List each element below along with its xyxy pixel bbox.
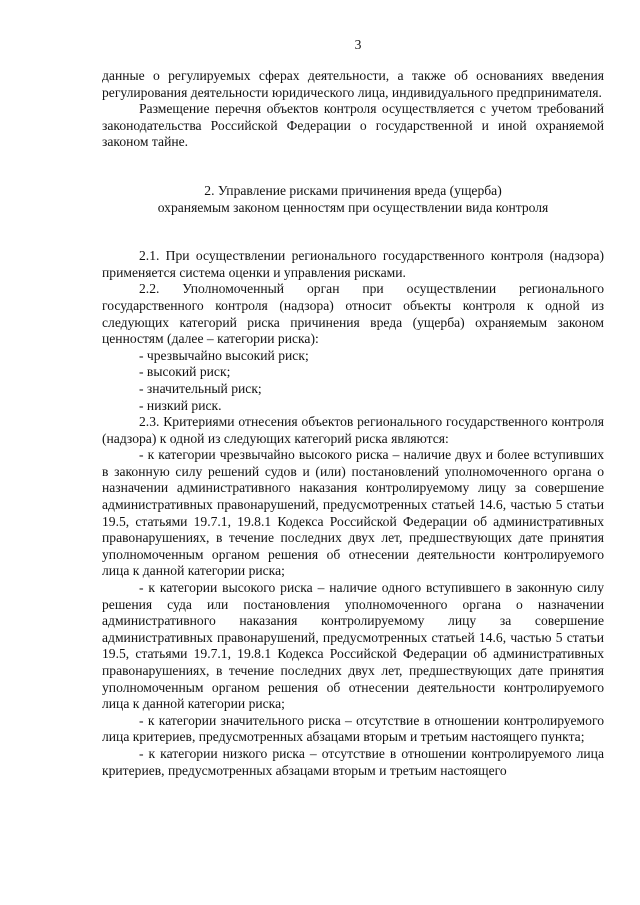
intro-paragraph-2: Размещение перечня объектов контроля осуществляется с учетом требований законодательства Российской Федерации о государственной и иной охраняемой законом тайне.	[102, 101, 604, 150]
criterion-low: - к категории низкого риска – отсутствие в отношении контролируемого лица критериев, предусмотренных абзацами вторым и третьим настоящего	[102, 745, 604, 778]
risk-category-item: - высокий риск;	[139, 364, 231, 380]
intro-paragraph-1: данные о регулируемых сферах деятельности, а также об основаниях введения регулирования деятельности юридического лица, индивидуального предпринимателя.	[102, 68, 604, 100]
criterion-extremely-high: - к категории чрезвычайно высокого риска – наличие двух и более вступивших в законную силу решений судов и (или) постановлений уполномоченного органа о назначении административного наказания контролируемому лицу за совершение административных правонарушений, предусмотренных статьей 14.6, частью 5 статьи 19.5, статьями 19.7.1, 19.8.1 Кодекса Российской Федерации об административных правонарушениях, в течение последних двух лет, предшествующих дате принятия уполномоченным органом решения об отнесении деятельности контролируемого лица к данной категории риска;	[102, 447, 604, 579]
section-heading-line-1: 2. Управление рисками причинения вреда (ущерба)	[204, 182, 502, 198]
criterion-high: - к категории высокого риска – наличие одного вступившего в законную силу решения суда или постановления уполномоченного органа о назначении административного наказания контролируемому лицу за совершение административных правонарушений, предусмотренных статьей 14.6, частью 5 статьи 19.5, статьями 19.7.1, 19.8.1 Кодекса Российской Федерации об административных правонарушениях, в течение последних двух лет, предшествующих дате принятия уполномоченным органом решения об отнесении деятельности контролируемого лица к данной категории риска;	[102, 580, 604, 712]
paragraph-2-1: 2.1. При осуществлении регионального государственного контроля (надзора) применяется система оценки и управления рисками.	[102, 248, 604, 280]
paragraph-2-3: 2.3. Критериями отнесения объектов регионального государственного контроля (надзора) к одной из следующих категорий риска являются:	[102, 414, 604, 446]
risk-category-item: - низкий риск.	[139, 397, 222, 413]
risk-category-item: - чрезвычайно высокий риск;	[139, 347, 309, 363]
risk-category-item: - значительный риск;	[139, 380, 262, 396]
section-heading-line-2: охраняемым законом ценностям при осуществлении вида контроля	[157, 199, 549, 215]
page-number: 3	[354, 37, 362, 52]
paragraph-2-2: 2.2. Уполномоченный орган при осуществлении регионального государственного контроля (надзора) относит объекты контроля к одной из следующих категорий риска причинения вреда (ущерба) охраняемым законом ценностям (далее – категории риска):	[102, 281, 604, 347]
criterion-significant: - к категории значительного риска – отсутствие в отношении контролируемого лица критериев, предусмотренных абзацами вторым и третьим настоящего пункта;	[102, 712, 604, 745]
